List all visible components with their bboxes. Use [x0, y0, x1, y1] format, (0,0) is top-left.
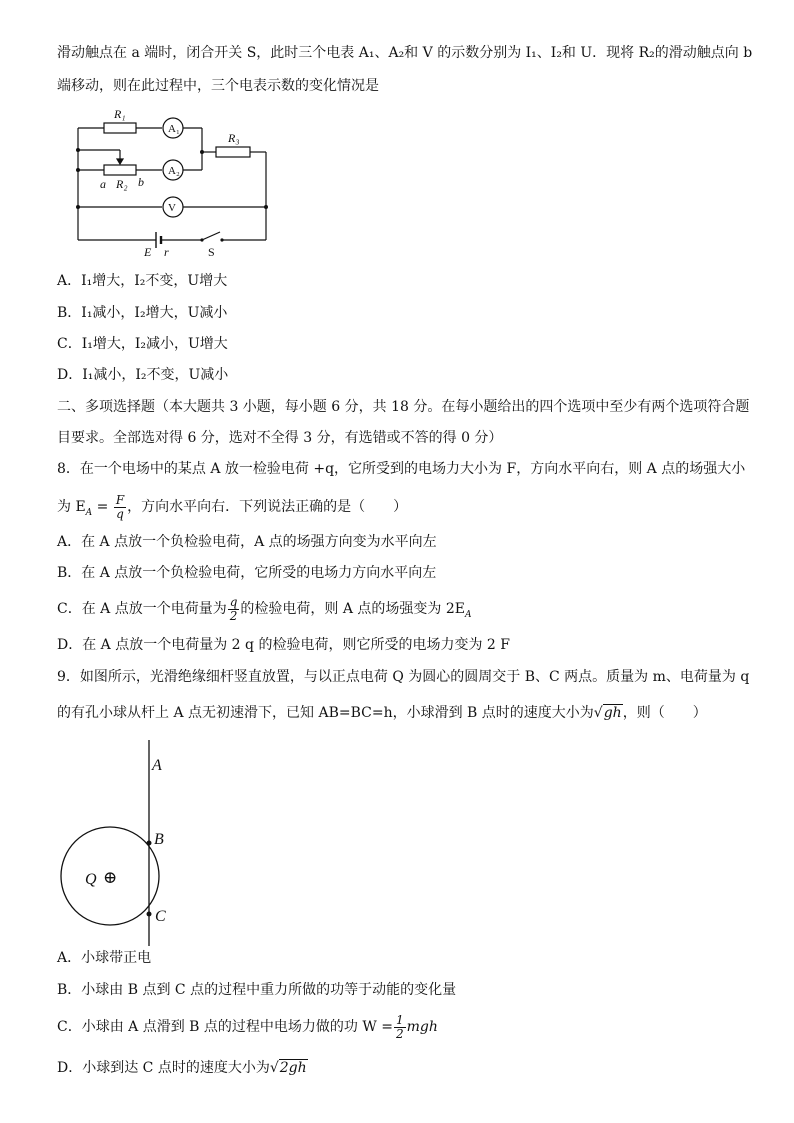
label-r1: R₁	[114, 107, 126, 121]
q8-fraction	[114, 494, 126, 521]
q8-option-a: A．在 A 点放一个负检验电荷，A 点的场强方向变为水平向左	[57, 534, 437, 550]
point-b-label: B	[154, 831, 164, 848]
charge-rod-figure	[55, 738, 185, 948]
q9-stem-line2	[57, 703, 707, 723]
label-a2: A₂	[168, 165, 180, 177]
q8-optc-den: 2	[229, 608, 238, 623]
q9-stem-prefix: 的有孔小球从杆上 A 点无初速滑下，已知 AB=BC=h，小球滑到 B 点时的速度大小为	[57, 705, 594, 721]
q9-sqrt-2gh: √2gh	[269, 1060, 307, 1076]
label-s: S	[208, 245, 215, 259]
q7-option-c: C．I₁增大，I₂减小，U增大	[57, 336, 228, 352]
label-a1: A₁	[168, 123, 180, 135]
q9-option-b: B．小球由 B 点到 C 点的过程中重力所做的功等于动能的变化量	[57, 982, 457, 998]
q7-option-a: A．I₁增大，I₂不变，U增大	[57, 273, 228, 289]
q9-optc-num: 1	[395, 1012, 404, 1027]
q7-stem-line1: 滑动触点在 a 端时，闭合开关 S，此时三个电表 A₁、A₂和 V 的示数分别为 I₁、I₂和 U．现将 R₂的滑动触点向 b	[57, 45, 753, 61]
point-c-label: C	[155, 908, 166, 925]
q8-option-c	[57, 592, 472, 632]
q8-optc-prefix: C．在 A 点放一个电荷量为	[57, 601, 227, 617]
q8-ea-prefix: 为 E	[57, 499, 86, 515]
q8-ea-subscript: A	[85, 507, 93, 518]
q8-frac-num: F	[115, 492, 125, 507]
label-r3: R₃	[228, 131, 240, 145]
q8-stem-line2	[57, 490, 407, 530]
q8-option-d: D．在 A 点放一个电荷量为 2 q 的检验电荷，则它所受的电场力变为 2 F	[57, 637, 510, 653]
q9-option-c	[57, 1010, 438, 1044]
circuit-diagram	[70, 100, 280, 260]
q8-stem-line1: 8．在一个电场中的某点 A 放一检验电荷 +q，它所受到的电场力大小为 F，方向水平向右，则 A 点的场强大小	[57, 461, 746, 477]
q8-optc-num: q	[229, 594, 238, 609]
q8-optc-subscript: A	[465, 609, 472, 620]
label-e: E	[144, 245, 152, 259]
label-b-terminal: b	[138, 175, 144, 189]
positive-charge-symbol: ⊕	[103, 868, 118, 887]
q8-optc-suffix: 的检验电荷，则 A 点的场强变为 2E	[240, 601, 466, 617]
q9-optc-prefix: C．小球由 A 点滑到 B 点的过程中电场力做的功 W =	[57, 1019, 393, 1035]
q8-equals: =	[92, 499, 113, 515]
q7-option-d: D．I₁减小，I₂不变，U减小	[57, 367, 229, 383]
section2-heading-line1: 二、多项选择题（本大题共 3 小题，每小题 6 分，共 18 分。在每小题给出的四个选项中至少有两个选项符合题	[57, 399, 750, 415]
q9-sqrt-gh-radicand: gh	[603, 705, 622, 721]
resistor-r1	[104, 123, 136, 133]
point-a-label: A	[152, 757, 162, 774]
q9-sqrt-gh: √gh	[593, 705, 622, 721]
q9-option-d	[57, 1058, 308, 1078]
section2-heading-line2: 目要求。全部选对得 6 分，选对不全得 3 分，有选错或不答的得 0 分）	[57, 430, 503, 446]
resistor-r3	[216, 147, 250, 157]
q9-option-a: A．小球带正电	[57, 950, 152, 966]
charge-q-label: Q	[85, 871, 97, 888]
resistor-r2	[104, 165, 136, 175]
q8-stem-suffix: ，方向水平向右．下列说法正确的是（ ）	[127, 499, 408, 515]
q9-sqrt-2gh-radicand: 2gh	[279, 1060, 307, 1076]
q9-stem-line1: 9．如图所示，光滑绝缘细杆竖直放置，与以正点电荷 Q 为圆心的圆周交于 B、C 两点。质量为 m、电荷量为 q	[57, 669, 750, 685]
q8-frac-den: q	[116, 506, 124, 521]
q8-optc-fraction	[228, 596, 240, 623]
label-r: r	[164, 245, 169, 259]
q7-stem-line2: 端移动，则在此过程中，三个电表示数的变化情况是	[57, 78, 379, 94]
label-v: V	[168, 202, 176, 214]
label-r2: R₂	[116, 177, 128, 191]
q8-option-b: B．在 A 点放一个负检验电荷，它所受的电场力方向水平向左	[57, 565, 437, 581]
q9-optd-prefix: D．小球到达 C 点时的速度大小为	[57, 1060, 270, 1076]
q9-optc-den: 2	[395, 1026, 404, 1041]
label-a-terminal: a	[100, 177, 106, 191]
q7-option-b: B．I₁减小，I₂增大，U减小	[57, 305, 228, 321]
q9-optc-suffix: mgh	[406, 1019, 438, 1035]
q9-stem-suffix: ，则（ ）	[622, 705, 707, 721]
q9-optc-fraction	[394, 1014, 406, 1041]
